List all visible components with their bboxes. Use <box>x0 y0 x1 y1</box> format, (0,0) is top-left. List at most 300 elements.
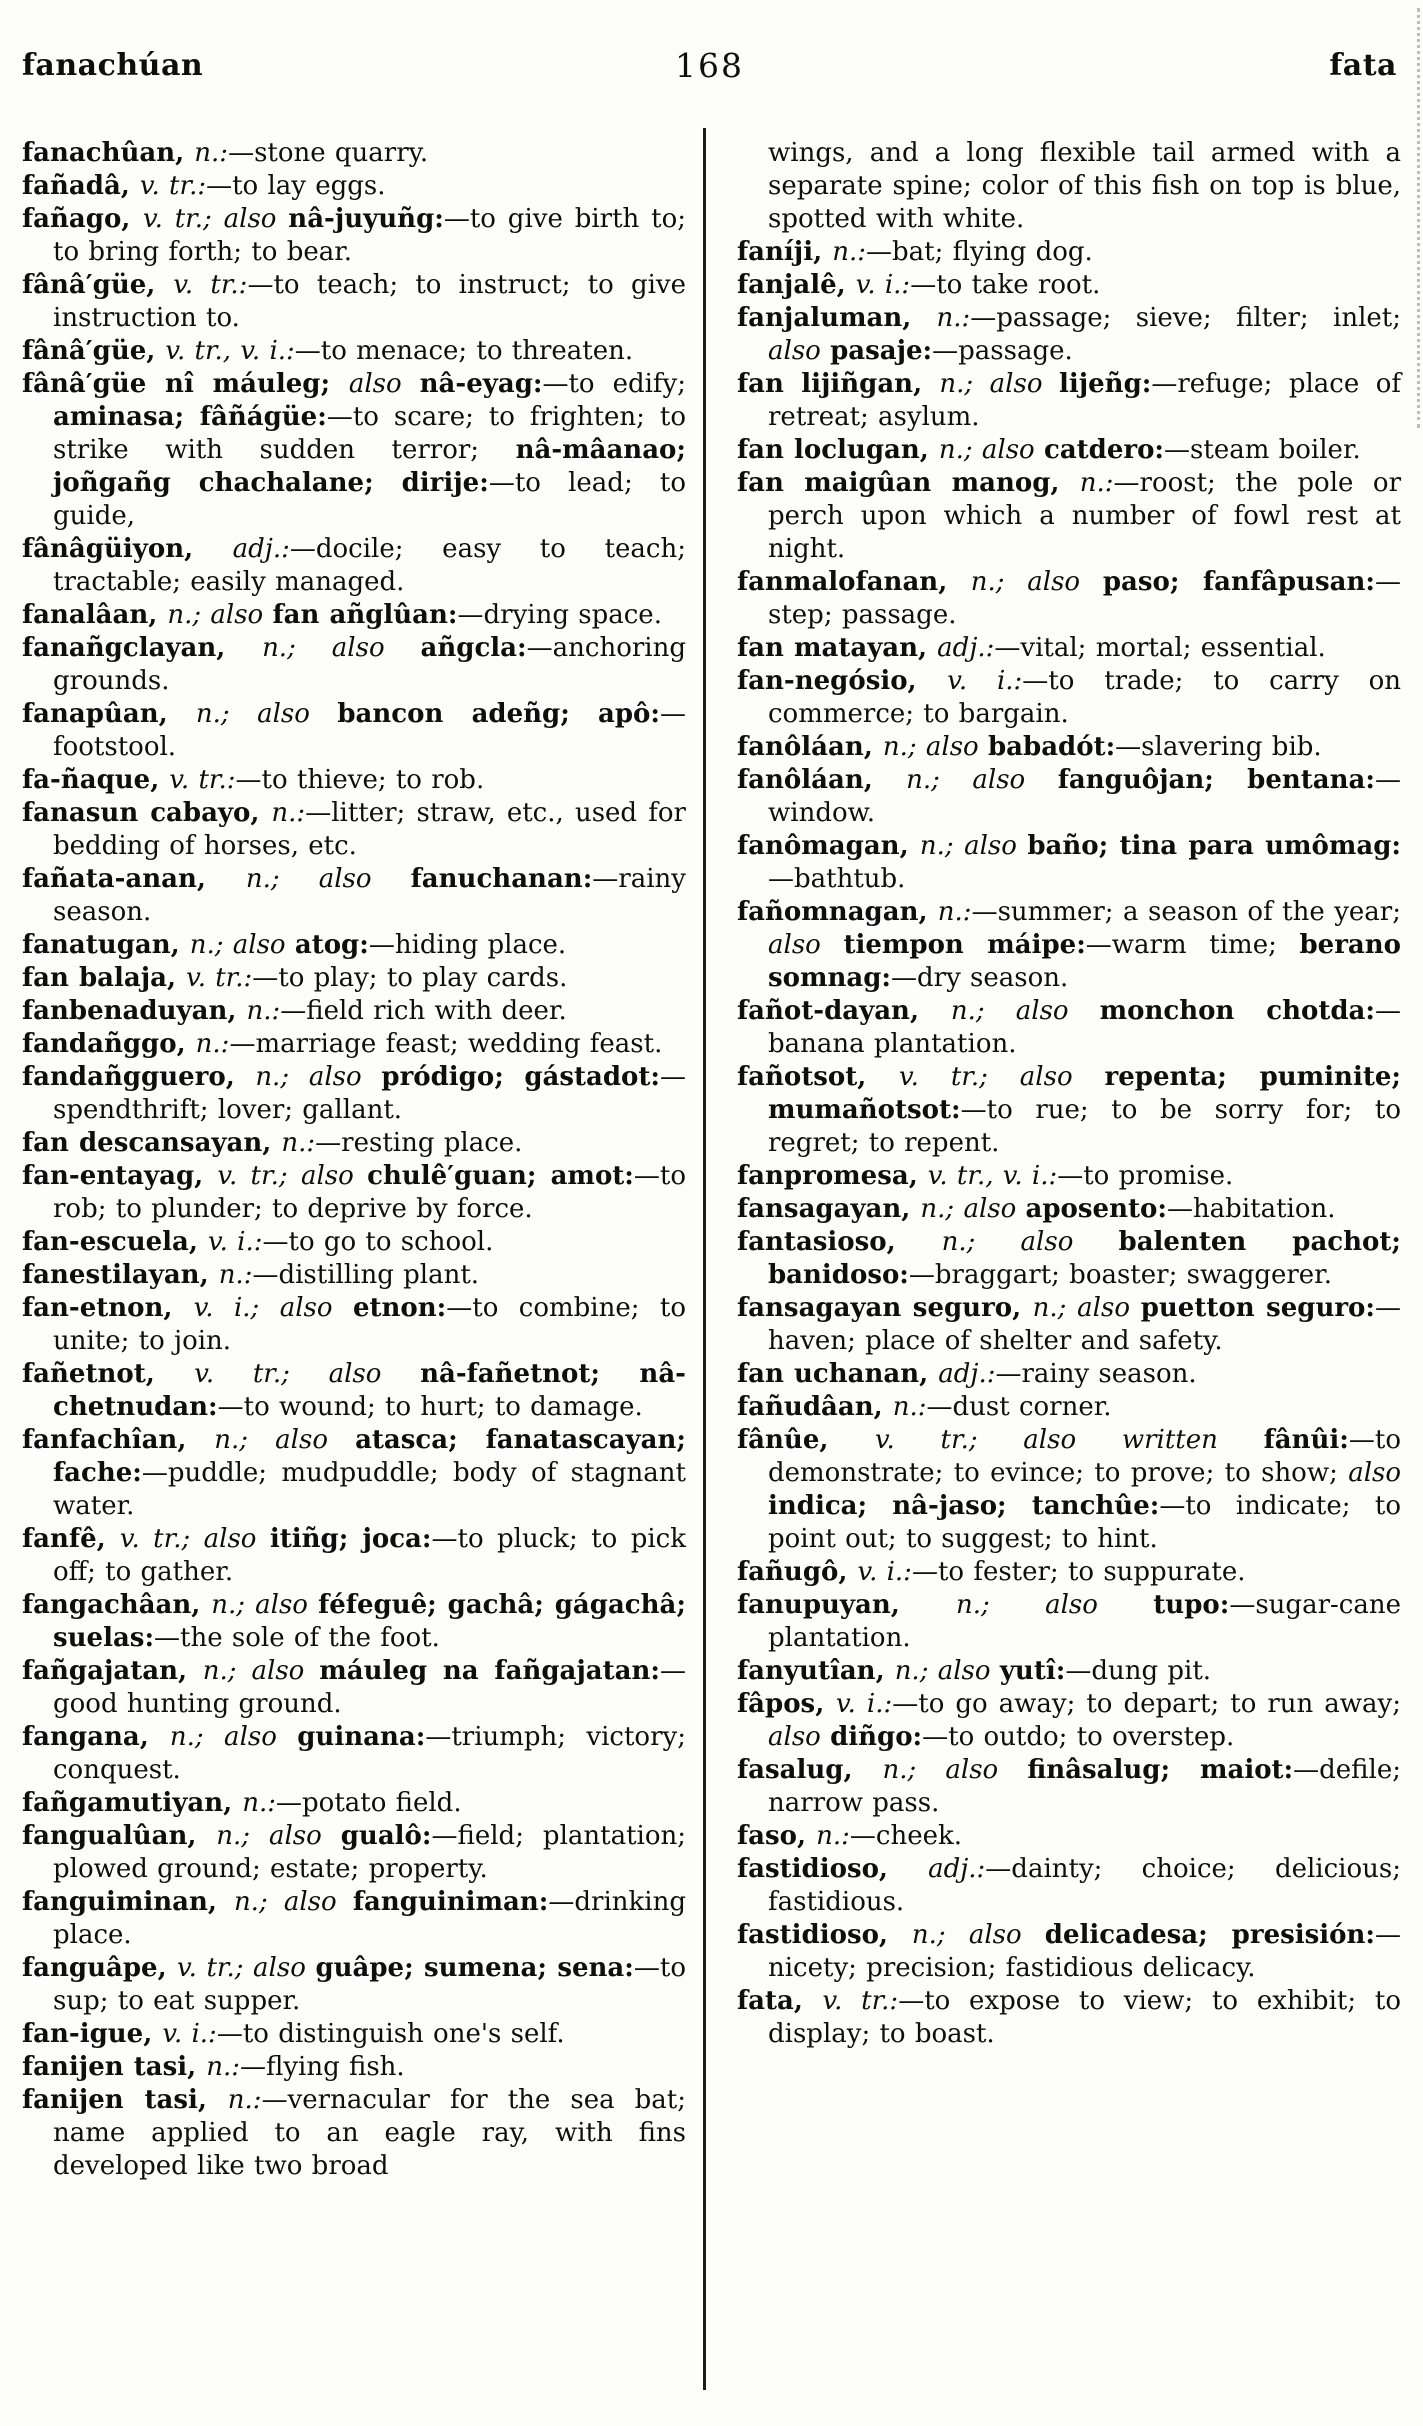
term-bold: catdero: <box>1043 435 1165 465</box>
definition-text: —dainty; choice; delicious; fastidious. <box>768 1854 1401 1917</box>
term-bold: fansagayan seguro, <box>737 1293 1033 1323</box>
term-bold: fanachûan, <box>22 138 195 168</box>
page-number: 168 <box>675 46 744 85</box>
term-bold: fan-negósio, <box>737 666 948 696</box>
term-bold: féfeguê; gachâ; gágachâ; suelas: <box>53 1590 686 1653</box>
term-bold: faso, <box>737 1821 817 1851</box>
definition-text: —to teach; to instruct; to give instruction to. <box>53 270 686 333</box>
term-bold: repenta; puminite; mumañotsot: <box>768 1062 1401 1125</box>
term-bold: fangana, <box>22 1722 170 1752</box>
pos-label: n.; also <box>195 699 338 729</box>
definition-text: —step; passage. <box>768 567 1401 630</box>
definition-text: —distilling plant. <box>252 1260 480 1290</box>
term-bold: yutî: <box>999 1656 1066 1686</box>
term-bold: faníji, <box>737 237 833 267</box>
dictionary-entry <box>737 1358 1401 1391</box>
definition-text: —puddle; mudpuddle; body of stagnant water. <box>53 1458 686 1521</box>
term-bold: fanyutîan, <box>737 1656 895 1686</box>
term-bold: fanbenaduyan, <box>22 996 247 1026</box>
definition-text: —summer; a season of the year; <box>971 897 1401 927</box>
term-bold: delicadesa; presisión: <box>1044 1920 1375 1950</box>
term-bold: fanôláan, <box>737 732 883 762</box>
term-bold: fânâ′güe, <box>22 336 166 366</box>
term-bold: fandañggo, <box>22 1029 196 1059</box>
definition-text: —anchoring grounds. <box>53 633 686 696</box>
definition-text: —the sole of the foot. <box>154 1623 440 1653</box>
term-bold: fañugô, <box>737 1557 858 1587</box>
definition-text: —banana plantation. <box>768 996 1401 1059</box>
definition-text: —good hunting ground. <box>53 1656 686 1719</box>
term-bold: chulê′guan; amot: <box>367 1161 634 1191</box>
pos-label: n.; also <box>941 1227 1119 1257</box>
definition-text: —passage. <box>932 336 1073 366</box>
term-bold: fañudâan, <box>737 1392 893 1422</box>
term-bold: balenten pachot; banidoso: <box>768 1227 1401 1290</box>
dictionary-entry <box>22 929 686 962</box>
term-bold: gualô: <box>340 1821 432 1851</box>
pos-label: v. tr.; also <box>177 1953 316 1983</box>
definition-text: —haven; place of shelter and safety. <box>768 1293 1401 1356</box>
dictionary-entry <box>22 1952 686 2018</box>
term-bold: tiempon máipe: <box>843 930 1086 960</box>
pos-label: n.: <box>816 1821 850 1851</box>
term-bold: fastidioso, <box>737 1920 912 1950</box>
term-bold: fan-igue, <box>22 2019 163 2049</box>
term-bold: puetton seguro: <box>1140 1293 1375 1323</box>
term-bold: fanôláan, <box>737 765 907 795</box>
term-bold: fanañgclayan, <box>22 633 263 663</box>
term-bold: itiñg; joca: <box>269 1524 432 1554</box>
dictionary-entry <box>737 830 1401 896</box>
definition-text: —sugar-cane plantation. <box>768 1590 1401 1653</box>
pos-label: v. i.: <box>857 1557 912 1587</box>
pos-label: v. tr.: <box>139 171 207 201</box>
definition-text: —to wound; to hurt; to damage. <box>217 1392 643 1422</box>
dictionary-entry <box>737 1193 1401 1226</box>
pos-label: n.: <box>195 1029 230 1059</box>
dictionary-entry <box>22 2051 686 2084</box>
term-bold: fanuchanan: <box>410 864 593 894</box>
definition-text: —to lead; to guide, <box>53 468 686 531</box>
pos-label: v. i.: <box>947 666 1023 696</box>
pos-label: n.; also <box>894 1656 1000 1686</box>
term-bold: nâ-eyag: <box>419 369 543 399</box>
term-bold: fâpos, <box>737 1689 837 1719</box>
dictionary-entry <box>737 1226 1401 1292</box>
term-bold: monchon chotda: <box>1099 996 1375 1026</box>
definition-text: —hiding place. <box>368 930 567 960</box>
dictionary-entry <box>737 434 1401 467</box>
term-bold: fanalâan, <box>22 600 168 630</box>
definition-text: —to distinguish one's self. <box>216 2019 565 2049</box>
dictionary-entry <box>737 302 1401 368</box>
term-bold: fânâgüiyon, <box>22 534 233 564</box>
term-bold: fastidioso, <box>737 1854 929 1884</box>
dictionary-entry <box>737 731 1401 764</box>
guide-word-right: fata <box>1329 48 1397 83</box>
pos-label: n.; also <box>1032 1293 1141 1323</box>
term-bold: fanfachîan, <box>22 1425 215 1455</box>
term-bold: fânûe, <box>737 1425 875 1455</box>
definition-text: —potato field. <box>276 1788 462 1818</box>
definition-text: —to go away; to depart; to run away; <box>892 1689 1401 1719</box>
definition-text: —to sup; to eat supper. <box>53 1953 686 2016</box>
term-bold: nâ-mâanao; joñgañg chachalane; dirije: <box>53 435 686 498</box>
pos-label: n.: <box>227 2085 262 2115</box>
pos-label: n.; also <box>911 1920 1045 1950</box>
dictionary-entry <box>737 1688 1401 1754</box>
term-bold: fañgajatan, <box>22 1656 203 1686</box>
definition-text: —cheek. <box>849 1821 963 1851</box>
dictionary-entry <box>737 995 1401 1061</box>
definition-text: —stone quarry. <box>228 138 429 168</box>
pos-label: n.: <box>832 237 866 267</box>
definition-text: wings, and a long flexible tail armed with a separate spine; color of this fish on top is blue, spotted with white. <box>768 138 1401 234</box>
pos-label: n.; also <box>214 1425 356 1455</box>
term-bold: fan-entayag, <box>22 1161 218 1191</box>
term-bold: fanguôjan; bentana: <box>1057 765 1375 795</box>
term-bold: fan-escuela, <box>22 1227 209 1257</box>
definition-text: —habitation. <box>1166 1194 1336 1224</box>
term-bold: indica; nâ-jaso; tanchûe: <box>768 1491 1160 1521</box>
definition-text: —to lay eggs. <box>206 171 386 201</box>
term-bold: babadót: <box>987 732 1116 762</box>
term-bold: baño; tina para umômag: <box>1027 831 1402 861</box>
dictionary-entry <box>22 797 686 863</box>
definition-text: —docile; easy to teach; tractable; easily managed. <box>53 534 686 597</box>
pos-label: n.; also <box>955 1590 1154 1620</box>
definition-text: —flying fish. <box>239 2052 405 2082</box>
definition-text: —to play; to play cards. <box>252 963 568 993</box>
dictionary-entry <box>22 1160 686 1226</box>
pos-label: n.; also <box>970 567 1103 597</box>
term-bold: finâsalug; maiot: <box>1027 1755 1294 1785</box>
definition-text: —refuge; place of retreat; asylum. <box>768 369 1401 432</box>
term-bold: fansagayan, <box>737 1194 921 1224</box>
pos-label: v. tr.; also <box>119 1524 270 1554</box>
term-bold: añgcla: <box>420 633 527 663</box>
dictionary-entry <box>22 1787 686 1820</box>
term-bold: fanatugan, <box>22 930 190 960</box>
term-bold: bancon adeñg; apô: <box>337 699 660 729</box>
pos-label: adj.: <box>232 534 290 564</box>
pos-label: v. tr.: <box>169 765 236 795</box>
term-bold: fañot-dayan, <box>737 996 951 1026</box>
term-bold: fañgamutiyan, <box>22 1788 243 1818</box>
dictionary-entry <box>22 1424 686 1523</box>
term-bold: fânâ′güe, <box>22 270 174 300</box>
definition-text: —to demonstrate; to evince; to prove; to show; <box>768 1425 1402 1488</box>
term-bold: fa-ñaque, <box>22 765 170 795</box>
dictionary-entry <box>737 1391 1401 1424</box>
term-bold: fañata-anan, <box>22 864 246 894</box>
dictionary-entry <box>22 269 686 335</box>
pos-label: also <box>768 336 831 366</box>
term-bold: atog: <box>294 930 369 960</box>
definition-text: —drying space. <box>457 600 662 630</box>
dictionary-entry <box>22 698 686 764</box>
definition-text: —spendthrift; lover; gallant. <box>53 1062 686 1125</box>
definition-text: —to trade; to carry on commerce; to bargain. <box>768 666 1401 729</box>
left-column <box>22 137 686 2183</box>
definition-text: —passage; sieve; filter; inlet; <box>970 303 1401 333</box>
term-bold: paso; fanfâpusan: <box>1102 567 1375 597</box>
definition-text: —to thieve; to rob. <box>235 765 485 795</box>
term-bold: fanmalofanan, <box>737 567 971 597</box>
definition-text: —defile; narrow pass. <box>768 1755 1401 1818</box>
pos-label: n.; also <box>245 864 411 894</box>
term-bold: berano somnag: <box>768 930 1401 993</box>
definition-text: —bathtub. <box>768 864 906 894</box>
dictionary-entry <box>22 1028 686 1061</box>
dictionary-entry <box>737 764 1401 830</box>
dictionary-entry <box>22 203 686 269</box>
dictionary-entry <box>737 1061 1401 1160</box>
pos-label: n.: <box>936 303 971 333</box>
term-bold: pródigo; gástadot: <box>381 1062 660 1092</box>
term-bold: fânâ′güe nî máuleg; <box>22 369 349 399</box>
pos-label: v. tr.; also <box>143 204 289 234</box>
dictionary-entry <box>22 137 686 170</box>
term-bold: nâ-fañetnot; nâ-chetnudan: <box>53 1359 686 1422</box>
term-bold: fanpromesa, <box>737 1161 928 1191</box>
term-bold: fañomnagan, <box>737 897 938 927</box>
term-bold: fanguiminan, <box>22 1887 234 1917</box>
definition-text: —slavering bib. <box>1115 732 1322 762</box>
definition-text: —dung pit. <box>1065 1656 1212 1686</box>
dictionary-entry <box>22 1259 686 1292</box>
term-bold: fanguiniman: <box>352 1887 549 1917</box>
scan-artifact <box>1412 8 1420 428</box>
dictionary-entry <box>22 863 686 929</box>
pos-label: n.; also <box>202 1656 320 1686</box>
pos-label: also <box>348 369 420 399</box>
dictionary-entry <box>737 1556 1401 1589</box>
dictionary-entry <box>22 2018 686 2051</box>
pos-label: v. i.: <box>836 1689 893 1719</box>
definition-text: —braggart; boaster; swaggerer. <box>908 1260 1333 1290</box>
term-bold: fangualûan, <box>22 1821 217 1851</box>
definition-text: —to go to school. <box>262 1227 494 1257</box>
pos-label: v. tr.: <box>822 1986 899 2016</box>
term-bold: fanjaluman, <box>737 303 937 333</box>
dictionary-entry <box>22 1523 686 1589</box>
term-bold: fan-etnon, <box>22 1293 194 1323</box>
pos-label: n.; also <box>169 1722 298 1752</box>
term-bold: fan lijiñgan, <box>737 369 940 399</box>
term-bold: tupo: <box>1153 1590 1230 1620</box>
definition-text: —to rob; to plunder; to deprive by force. <box>53 1161 686 1224</box>
guide-word-left: fanachúan <box>22 48 204 83</box>
pos-label: n.: <box>246 996 281 1026</box>
pos-label: v. tr.; also <box>217 1161 368 1191</box>
definition-text: —drinking place. <box>53 1887 686 1950</box>
dictionary-entry <box>22 533 686 599</box>
pos-label: n.: <box>242 1788 277 1818</box>
pos-label: n.: <box>206 2052 240 2082</box>
pos-label: v. tr.: <box>186 963 253 993</box>
dictionary-entry <box>737 467 1401 566</box>
dictionary-entry <box>22 1292 686 1358</box>
dictionary-entry <box>737 1589 1401 1655</box>
definition-text: —to outdo; to overstep. <box>922 1722 1235 1752</box>
dictionary-entry <box>737 236 1401 269</box>
dictionary-entry <box>737 1292 1401 1358</box>
definition-text: —bat; flying dog. <box>865 237 1093 267</box>
dictionary-entry <box>22 1061 686 1127</box>
pos-label: v. tr., v. i.: <box>165 336 295 366</box>
dictionary-entry <box>737 896 1401 995</box>
dictionary-entry <box>737 1160 1401 1193</box>
definition-text: —roost; the pole or perch upon which a number of fowl rest at night. <box>768 468 1401 564</box>
term-bold: fan uchanan, <box>737 1359 939 1389</box>
term-bold: fanijen tasi, <box>22 2052 207 2082</box>
definition-text: —window. <box>768 765 1401 828</box>
dictionary-entry <box>737 1655 1401 1688</box>
term-bold: fangachâan, <box>22 1590 212 1620</box>
term-bold: fan matayan, <box>737 633 938 663</box>
dictionary-entry <box>22 632 686 698</box>
dictionary-entry <box>737 665 1401 731</box>
definition-text: —to edify; <box>542 369 686 399</box>
term-bold: fan añglûan: <box>272 600 458 630</box>
pos-label: also <box>1348 1458 1401 1488</box>
term-bold: atasca; fanatascayan; fache: <box>53 1425 686 1488</box>
term-bold: máuleg na fañgajatan: <box>319 1656 660 1686</box>
page-header <box>22 48 1397 88</box>
term-bold: fânûi: <box>1263 1425 1349 1455</box>
term-bold: fanfê, <box>22 1524 120 1554</box>
term-bold: fanguâpe, <box>22 1953 177 1983</box>
definition-text: —resting place. <box>315 1128 523 1158</box>
term-bold: aminasa; fâñágüe: <box>53 402 327 432</box>
pos-label: also <box>768 1722 831 1752</box>
dictionary-entry <box>22 962 686 995</box>
pos-label: n.; also <box>950 996 1100 1026</box>
definition-text: —steam boiler. <box>1164 435 1361 465</box>
term-bold: fañago, <box>22 204 143 234</box>
pos-label: n.; also <box>906 765 1058 795</box>
entry-continuation <box>737 137 1401 236</box>
term-bold: fan balaja, <box>22 963 187 993</box>
pos-label: n.: <box>281 1128 316 1158</box>
definition-text: —dry season. <box>891 963 1069 993</box>
term-bold: nâ-juyuñg: <box>288 204 444 234</box>
pos-label: n.; also <box>262 633 421 663</box>
dictionary-entry <box>22 1589 686 1655</box>
dictionary-entry <box>22 599 686 632</box>
term-bold: fanasun cabayo, <box>22 798 272 828</box>
term-bold: fanapûan, <box>22 699 196 729</box>
pos-label: n.: <box>1079 468 1114 498</box>
dictionary-entry <box>737 1754 1401 1820</box>
definition-text: —footstool. <box>53 699 686 762</box>
term-bold: fanijen tasi, <box>22 2085 228 2115</box>
pos-label: v. i.: <box>855 270 911 300</box>
dictionary-entry <box>737 632 1401 665</box>
pos-label: n.; also <box>189 930 295 960</box>
definition-text: —to combine; to unite; to join. <box>53 1293 687 1356</box>
pos-label: v. tr.: <box>173 270 248 300</box>
pos-label: n.; also <box>939 369 1059 399</box>
pos-label: adj.: <box>938 1359 996 1389</box>
term-bold: fañadâ, <box>22 171 140 201</box>
right-column <box>737 137 1401 2051</box>
pos-label: v. i.: <box>162 2019 217 2049</box>
term-bold: fandañgguero, <box>22 1062 256 1092</box>
dictionary-entry <box>737 1853 1401 1919</box>
definition-text: —nicety; precision; fastidious delicacy. <box>768 1920 1401 1983</box>
pos-label: v. tr.; also <box>194 1359 421 1389</box>
definition-text: —marriage feast; wedding feast. <box>229 1029 663 1059</box>
term-bold: fanestilayan, <box>22 1260 219 1290</box>
definition-text: —to indicate; to point out; to suggest; to hint. <box>768 1491 1401 1554</box>
pos-label: also <box>768 930 844 960</box>
definition-text: —to take root. <box>910 270 1101 300</box>
term-bold: pasaje: <box>830 336 933 366</box>
definition-text: —to pluck; to pick off; to gather. <box>53 1524 686 1587</box>
definition-text: —vital; mortal; essential. <box>994 633 1326 663</box>
dictionary-entry <box>22 764 686 797</box>
definition-text: —to promise. <box>1057 1161 1234 1191</box>
pos-label: n.: <box>194 138 229 168</box>
pos-label: n.; also <box>938 435 1044 465</box>
pos-label: n.; also <box>882 732 988 762</box>
pos-label: n.: <box>271 798 306 828</box>
pos-label: n.; also <box>882 1755 1028 1785</box>
dictionary-entry <box>737 566 1401 632</box>
dictionary-entry <box>22 170 686 203</box>
pos-label: v. i.: <box>208 1227 263 1257</box>
definition-text: —to menace; to threaten. <box>294 336 634 366</box>
term-bold: guinana: <box>297 1722 426 1752</box>
pos-label: n.: <box>937 897 972 927</box>
definition-text: —litter; straw, etc., used for bedding of horses, etc. <box>53 798 686 861</box>
term-bold: fanjalê, <box>737 270 856 300</box>
term-bold: fañotsot, <box>737 1062 900 1092</box>
term-bold: fanupuyan, <box>737 1590 956 1620</box>
term-bold: fantasioso, <box>737 1227 942 1257</box>
dictionary-entry <box>737 1985 1401 2051</box>
term-bold: fan descansayan, <box>22 1128 282 1158</box>
term-bold: guâpe; sumena; sena: <box>315 1953 634 1983</box>
dictionary-entry <box>737 1919 1401 1985</box>
term-bold: fata, <box>737 1986 823 2016</box>
dictionary-entry <box>737 368 1401 434</box>
definition-text: —to scare; to frighten; to strike with sudden terror; <box>53 402 686 465</box>
term-bold: fañetnot, <box>22 1359 195 1389</box>
term-bold: fasalug, <box>737 1755 883 1785</box>
pos-label: n.; also <box>216 1821 341 1851</box>
term-bold: lijeñg: <box>1058 369 1152 399</box>
pos-label: v. tr., v. i.: <box>927 1161 1058 1191</box>
dictionary-entry <box>22 335 686 368</box>
pos-label: adj.: <box>937 633 995 663</box>
pos-label: v. tr.; also <box>899 1062 1105 1092</box>
term-bold: etnon: <box>352 1293 447 1323</box>
dictionary-entry <box>22 1655 686 1721</box>
pos-label: n.: <box>892 1392 927 1422</box>
pos-label: n.; also <box>255 1062 382 1092</box>
dictionary-entry <box>22 995 686 1028</box>
definition-text: —field rich with deer. <box>280 996 567 1026</box>
pos-label: n.; also <box>167 600 273 630</box>
dictionary-entry <box>22 1358 686 1424</box>
definition-text: —dust corner. <box>926 1392 1112 1422</box>
pos-label: n.: <box>218 1260 253 1290</box>
dictionary-entry <box>22 368 686 533</box>
pos-label: v. i.; also <box>193 1293 353 1323</box>
